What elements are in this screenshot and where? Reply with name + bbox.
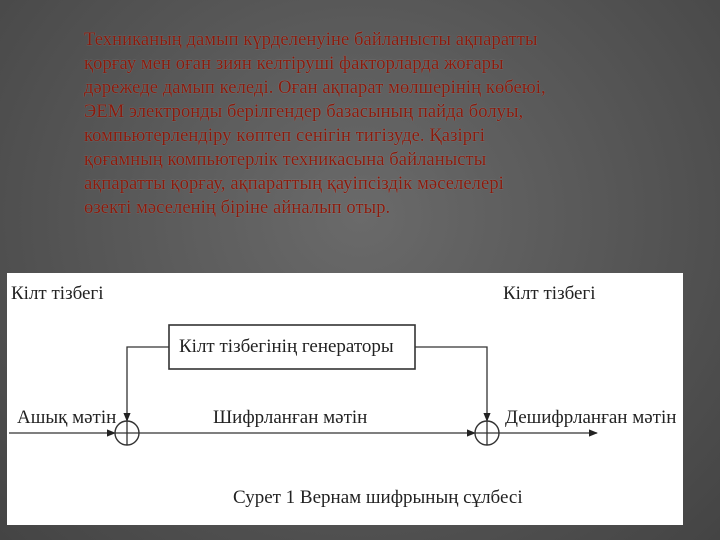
paragraph-line: дәрежеде дамып келеді. Оған ақпарат мөлшерінің көбеюі,	[84, 78, 546, 98]
paragraph-line: қорғау мен оған зиян келтіруші факторларда жоғары	[84, 54, 504, 74]
plaintext-label: Ашық мәтін	[17, 407, 117, 428]
body-paragraph	[84, 28, 684, 220]
generator-label: Кілт тізбегінің генераторы	[179, 336, 394, 357]
paragraph-line: ақпаратты қорғау, ақпараттың қауіпсіздік мәселелері	[84, 174, 504, 194]
key-wire-right	[415, 347, 487, 421]
paragraph-line: ЭЕМ электронды берілгендер базасының пайда болуы,	[84, 102, 524, 122]
decrypted-label: Дешифрланған мәтін	[505, 407, 677, 428]
paragraph-line: Техниканың дамып күрделенуіне байланысты ақпаратты	[84, 30, 538, 50]
paragraph-line: компьютерлендіру көптеп сенігін тигізуде. Қазіргі	[84, 126, 486, 146]
paragraph-line: өзекті мәселенің біріне айналып отыр.	[84, 198, 391, 218]
paragraph-line: қоғамның компьютерлік техникасына байланысты	[84, 150, 487, 170]
key-stream-label-right: Кілт тізбегі	[503, 283, 596, 304]
key-wire-left	[127, 347, 169, 421]
xor-icon-right	[475, 421, 499, 445]
vernam-cipher-diagram	[7, 273, 683, 525]
xor-icon-left	[115, 421, 139, 445]
key-stream-label-left: Кілт тізбегі	[11, 283, 104, 304]
ciphertext-label: Шифрланған мәтін	[213, 407, 368, 428]
diagram-caption: Сурет 1 Вернам шифрының сұлбесі	[233, 487, 523, 508]
